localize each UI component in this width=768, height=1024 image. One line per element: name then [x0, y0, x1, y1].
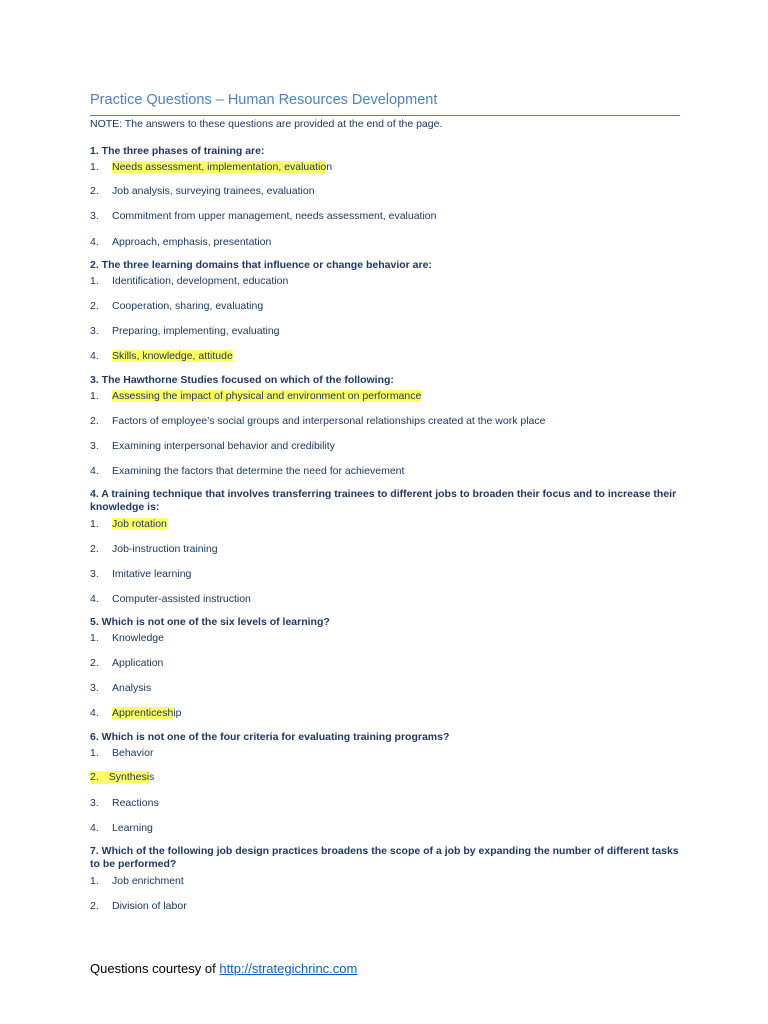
answer-option — [90, 875, 184, 888]
highlighted-answer: Synthesi — [108, 771, 150, 783]
option-number: 4. — [90, 236, 99, 248]
answer-option — [90, 657, 163, 670]
option-number: 4. — [90, 350, 99, 362]
option-text-tail: n — [326, 161, 333, 173]
option-text: Computer-assisted instruction — [112, 593, 251, 605]
option-number: 3. — [90, 325, 99, 337]
option-number: 4. — [90, 593, 99, 605]
highlighted-answer: Job rotation — [112, 518, 167, 530]
option-number: 4. — [90, 465, 99, 477]
highlighted-answer: Needs assessment, implementation, evaluatio — [112, 161, 327, 173]
option-text: Analysis — [112, 682, 152, 694]
option-text: Behavior — [112, 747, 154, 759]
option-number: 3. — [90, 210, 99, 222]
question-text: 4. A training technique that involves transferring trainees to different jobs to broaden their focus and to increase their knowledge is: — [90, 488, 677, 513]
option-number: 2. — [90, 415, 99, 427]
question-text: 2. The three learning domains that influence or change behavior are: — [90, 259, 432, 271]
answer-option — [90, 593, 251, 606]
question-6 — [90, 731, 680, 834]
option-number: 1. — [90, 875, 99, 887]
option-number: 1. — [90, 632, 99, 644]
option-text: Application — [112, 657, 164, 669]
highlighted-answer: Apprenticesh — [112, 707, 174, 719]
answer-option — [90, 161, 332, 174]
answer-option — [90, 210, 437, 223]
option-text-tail: s — [149, 771, 155, 783]
answer-option — [90, 518, 167, 531]
option-text: Identification, development, education — [112, 275, 289, 287]
option-number: 1. — [90, 161, 99, 173]
option-text-tail: ip — [173, 707, 182, 719]
option-number: 1. — [90, 747, 99, 759]
option-number: 4. — [90, 707, 99, 719]
option-number: 2. — [90, 185, 99, 197]
footer-prefix: Questions courtesy of — [90, 961, 220, 976]
highlighted-answer: Skills, knowledge, attitude — [112, 350, 233, 362]
option-text: Division of labor — [112, 900, 187, 912]
question-1 — [90, 145, 680, 248]
option-text: Imitative learning — [112, 568, 192, 580]
question-text: 3. The Hawthorne Studies focused on which of the following: — [90, 374, 394, 386]
option-text: Approach, emphasis, presentation — [112, 236, 272, 248]
answer-option — [90, 275, 288, 288]
option-number: 1. — [90, 518, 99, 530]
highlighted-answer: Assessing the impact of physical and environment on performance — [112, 390, 422, 402]
option-text: Preparing, implementing, evaluating — [112, 325, 280, 337]
page-title: Practice Questions – Human Resources Development — [90, 92, 438, 108]
answer-option — [90, 415, 545, 428]
answer-option — [90, 822, 153, 835]
option-number: 2. — [90, 900, 99, 912]
question-text: 5. Which is not one of the six levels of learning? — [90, 616, 330, 628]
answers-note: NOTE: The answers to these questions are provided at the end of the page. — [90, 118, 443, 130]
question-5 — [90, 616, 680, 719]
answer-option — [90, 300, 263, 313]
option-number: 2. — [90, 657, 99, 669]
option-text: Job analysis, surveying trainees, evaluation — [112, 185, 315, 197]
option-text: Cooperation, sharing, evaluating — [112, 300, 264, 312]
question-2 — [90, 259, 680, 362]
answer-option — [90, 350, 233, 363]
answer-option — [90, 900, 187, 913]
answer-option — [90, 465, 404, 478]
answer-option — [90, 747, 153, 760]
answer-option — [90, 771, 154, 784]
option-text: Factors of employee’s social groups and interpersonal relationships created at the work place — [112, 415, 546, 427]
option-number: 1. — [90, 390, 99, 402]
answer-option — [90, 325, 280, 338]
answer-option — [90, 797, 159, 810]
option-text: Examining interpersonal behavior and credibility — [112, 440, 335, 452]
source-link[interactable]: http://strategichrinc.com — [219, 961, 358, 976]
answer-option — [90, 707, 181, 720]
option-number: 3. — [90, 440, 99, 452]
option-number: 3. — [90, 568, 99, 580]
option-text: Examining the factors that determine the need for achievement — [112, 465, 405, 477]
answer-option — [90, 632, 164, 645]
question-text: 7. Which of the following job design practices broadens the scope of a job by expanding the number of different tasks to be performed? — [90, 845, 679, 870]
option-text: Learning — [112, 822, 153, 834]
answer-option — [90, 185, 315, 198]
option-text: Job-instruction training — [112, 543, 218, 555]
answer-option — [90, 682, 151, 695]
answer-option — [90, 390, 421, 403]
option-number: 2. — [90, 771, 109, 784]
answer-option — [90, 543, 218, 556]
option-text: Commitment from upper management, needs assessment, evaluation — [112, 210, 437, 222]
answer-option — [90, 440, 335, 453]
answer-option — [90, 236, 271, 249]
answer-option — [90, 568, 191, 581]
question-text: 6. Which is not one of the four criteria for evaluating training programs? — [90, 731, 450, 743]
option-number: 3. — [90, 682, 99, 694]
option-text: Reactions — [112, 797, 159, 809]
question-3 — [90, 374, 680, 477]
option-number: 3. — [90, 797, 99, 809]
option-number: 4. — [90, 822, 99, 834]
question-4 — [90, 488, 680, 605]
option-number: 2. — [90, 300, 99, 312]
option-number: 1. — [90, 275, 99, 287]
question-text: 1. The three phases of training are: — [90, 145, 265, 157]
question-7 — [90, 845, 680, 912]
title-underline — [90, 115, 680, 116]
footer-credit — [90, 961, 357, 976]
option-text: Job enrichment — [112, 875, 184, 887]
option-number: 2. — [90, 543, 99, 555]
option-text: Knowledge — [112, 632, 164, 644]
